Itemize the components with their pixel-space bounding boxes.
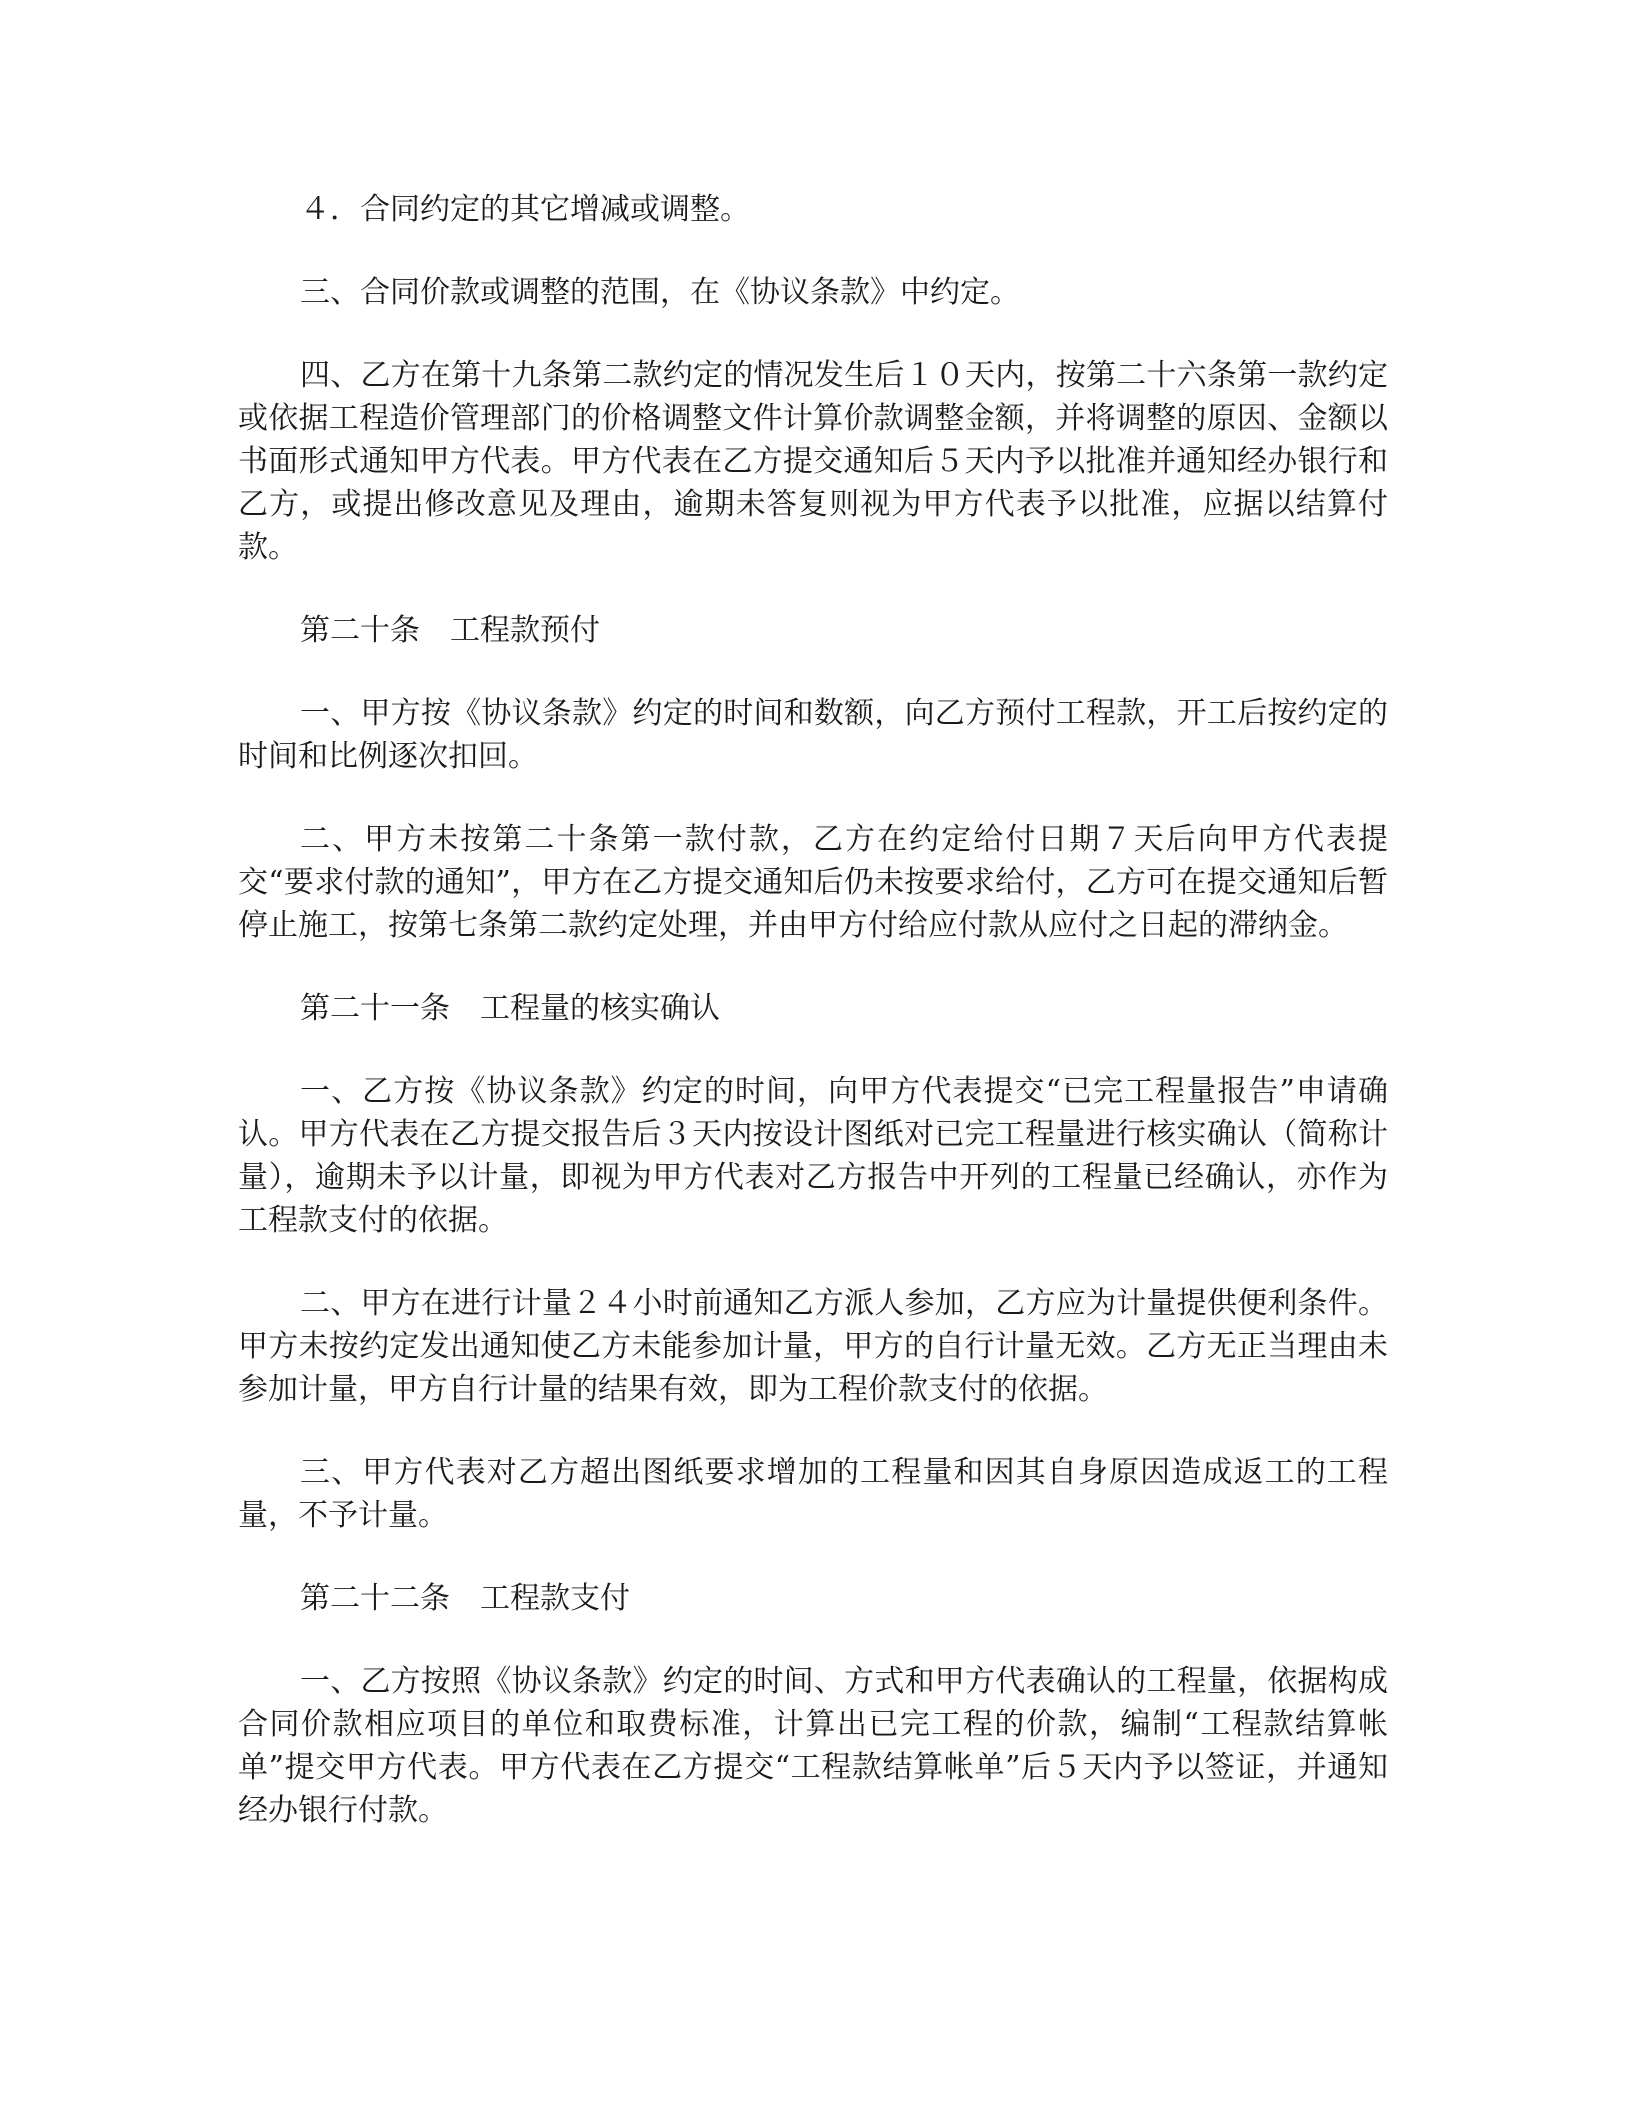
- article-20-item-2: 二、甲方未按第二十条第一款付款，乙方在约定给付日期７天后向甲方代表提交“要求付款的通知”，甲方在乙方提交通知后仍未按要求给付，乙方可在提交通知后暂停止施工，按第七条第二款约定处理，并由甲方付给应付款从应付之日起的滞纳金。: [238, 822, 1388, 943]
- article-20-item-1: 一、甲方按《协议条款》约定的时间和数额，向乙方预付工程款，开工后按约定的时间和比例逐次扣回。: [238, 696, 1388, 774]
- clause-19-item-4: 四、乙方在第十九条第二款约定的情况发生后１０天内，按第二十六条第一款约定或依据工程造价管理部门的价格调整文件计算价款调整金额，并将调整的原因、金额以书面形式通知甲方代表。甲方代表在乙方提交通知后５天内予以批准并通知经办银行和乙方，或提出修改意见及理由，逾期未答复则视为甲方代表予以批准，应据以结算付款。: [238, 358, 1388, 565]
- article-21-item-2: 二、甲方在进行计量２４小时前通知乙方派人参加，乙方应为计量提供便利条件。甲方未按约定发出通知使乙方未能参加计量，甲方的自行计量无效。乙方无正当理由未参加计量，甲方自行计量的结果有效，即为工程价款支付的依据。: [238, 1286, 1388, 1407]
- article-22-heading: 第二十二条 工程款支付: [300, 1581, 630, 1616]
- article-21-item-1: 一、乙方按《协议条款》约定的时间，向甲方代表提交“已完工程量报告”申请确认。甲方代表在乙方提交报告后３天内按设计图纸对已完工程量进行核实确认（简称计量），逾期未予以计量，即视为甲方代表对乙方报告中开列的工程量已经确认，亦作为工程款支付的依据。: [238, 1074, 1388, 1238]
- article-20-heading: 第二十条 工程款预付: [300, 613, 600, 648]
- document-body: [238, 188, 1388, 1872]
- article-21-heading: 第二十一条 工程量的核实确认: [300, 991, 720, 1026]
- item-4-adjustments: ４．合同约定的其它增减或调整。: [300, 192, 750, 227]
- article-22-item-1: 一、乙方按照《协议条款》约定的时间、方式和甲方代表确认的工程量，依据构成合同价款相应项目的单位和取费标准，计算出已完工程的价款，编制“工程款结算帐单”提交甲方代表。甲方代表在乙方提交“工程款结算帐单”后５天内予以签证，并通知经办银行付款。: [238, 1664, 1388, 1828]
- article-21-item-3: 三、甲方代表对乙方超出图纸要求增加的工程量和因其自身原因造成返工的工程量，不予计量。: [238, 1455, 1388, 1533]
- clause-19-item-3: 三、合同价款或调整的范围，在《协议条款》中约定。: [300, 275, 1020, 310]
